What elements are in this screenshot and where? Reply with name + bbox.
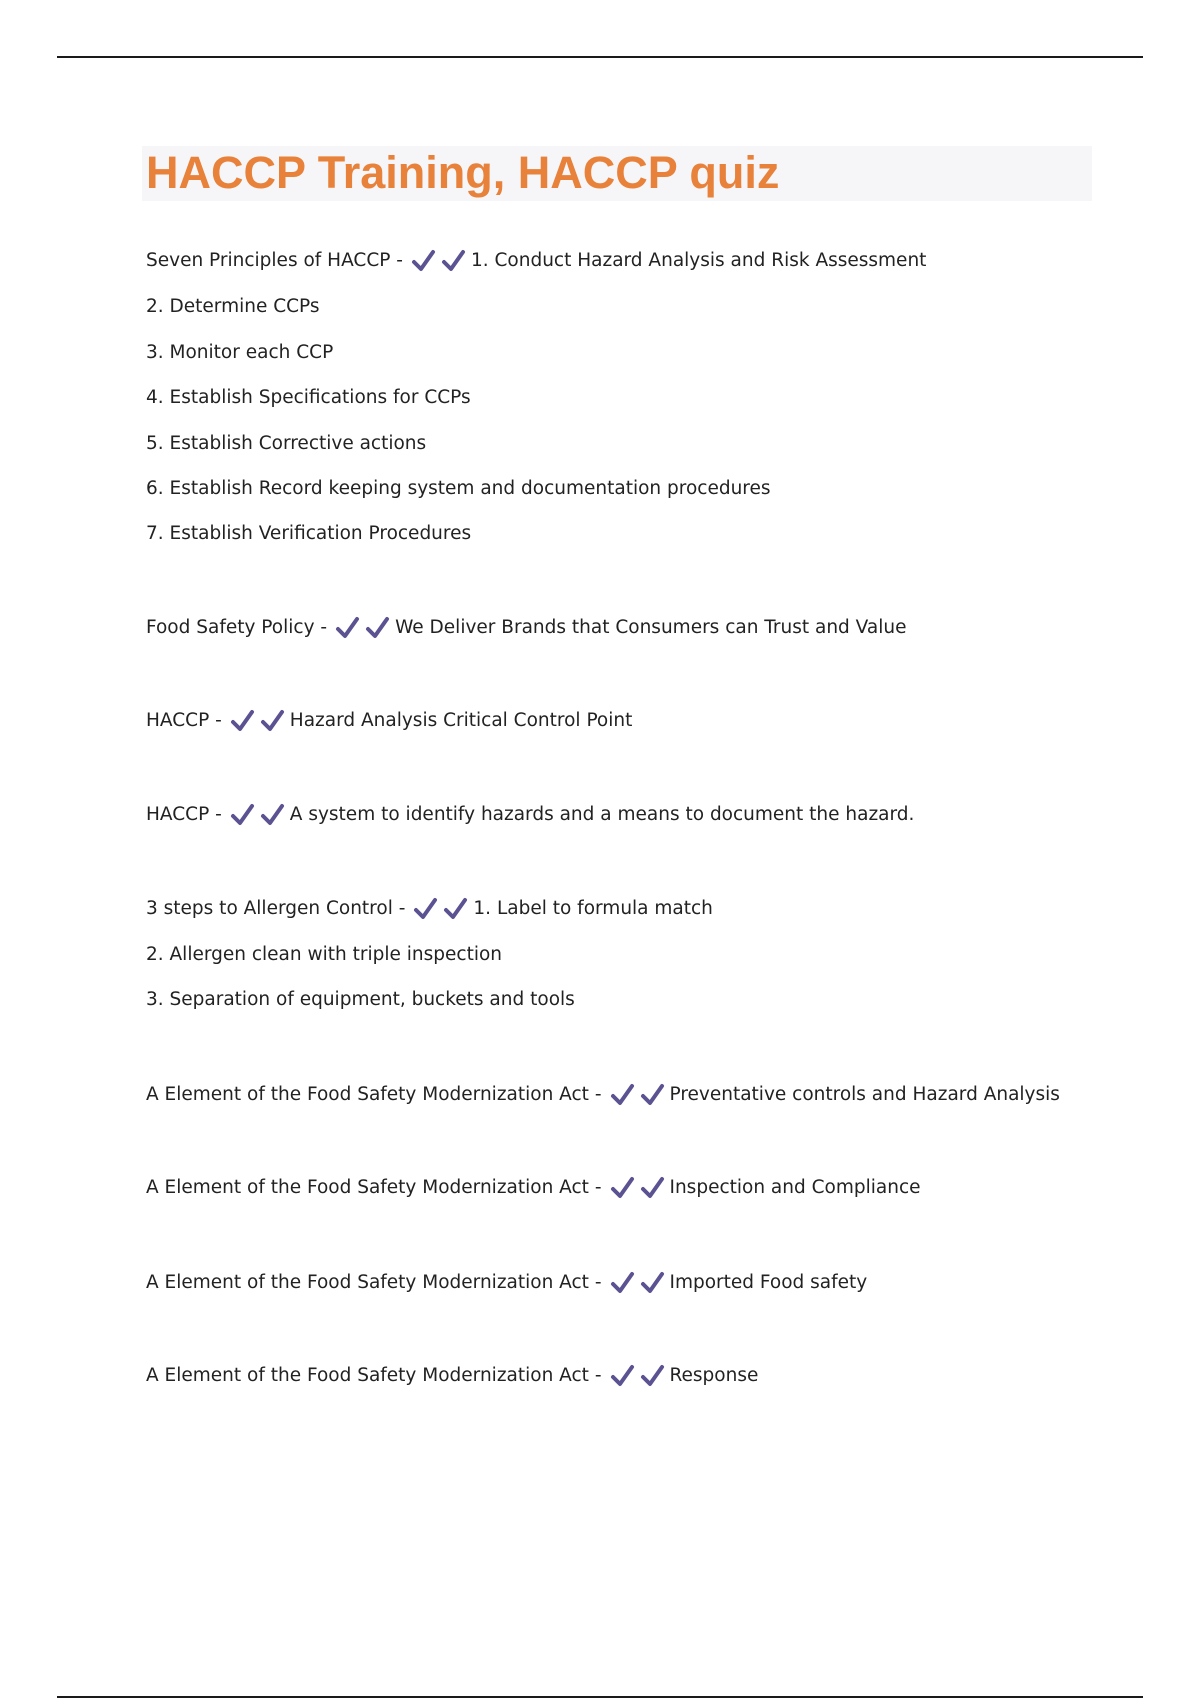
list-item-text: 7. Establish Verification Procedures xyxy=(146,523,472,544)
list-item xyxy=(146,521,471,547)
list-item xyxy=(146,340,333,366)
list-item xyxy=(146,476,771,502)
answer: Response xyxy=(669,1365,759,1386)
double-check xyxy=(411,249,466,273)
answer: 1. Conduct Hazard Analysis and Risk Assessment xyxy=(470,250,927,271)
list-item-text: 2. Determine CCPs xyxy=(146,296,320,317)
answer: 1. Label to formula match xyxy=(473,898,713,919)
qa-item-haccp-system xyxy=(146,802,914,828)
term: Food Safety Policy - xyxy=(146,617,328,638)
qa-item-allergen-control xyxy=(146,896,713,922)
check-icon xyxy=(411,249,436,273)
double-check xyxy=(230,709,285,733)
double-check xyxy=(610,1271,665,1295)
check-icon xyxy=(335,616,360,640)
list-item-text: 6. Establish Record keeping system and documentation procedures xyxy=(146,478,771,499)
term: A Element of the Food Safety Modernization Act - xyxy=(146,1177,602,1198)
list-item-text: 2. Allergen clean with triple inspection xyxy=(146,944,503,965)
term: Seven Principles of HACCP - xyxy=(146,250,403,271)
bottom-divider xyxy=(57,1696,1143,1698)
check-icon xyxy=(610,1176,635,1200)
check-icon xyxy=(230,709,255,733)
double-check xyxy=(610,1176,665,1200)
qa-item-fsma-imported xyxy=(146,1270,867,1296)
double-check xyxy=(610,1364,665,1388)
document-title: HACCP Training, HACCP quiz xyxy=(146,147,780,198)
term: A Element of the Food Safety Modernization Act - xyxy=(146,1272,602,1293)
qa-item-fsma-preventative xyxy=(146,1082,1060,1108)
answer: A system to identify hazards and a means to document the hazard. xyxy=(289,804,915,825)
list-item xyxy=(146,942,502,968)
term: HACCP - xyxy=(146,710,222,731)
check-icon xyxy=(365,616,390,640)
term: HACCP - xyxy=(146,804,222,825)
check-icon xyxy=(640,1364,665,1388)
qa-item-fsma-inspection xyxy=(146,1175,921,1201)
list-item-text: 3. Monitor each CCP xyxy=(146,342,334,363)
list-item-text: 5. Establish Corrective actions xyxy=(146,433,427,454)
answer: Hazard Analysis Critical Control Point xyxy=(289,710,633,731)
check-icon xyxy=(260,803,285,827)
double-check xyxy=(335,616,390,640)
term: A Element of the Food Safety Modernization Act - xyxy=(146,1365,602,1386)
check-icon xyxy=(640,1176,665,1200)
check-icon xyxy=(230,803,255,827)
list-item-text: 3. Separation of equipment, buckets and tools xyxy=(146,989,575,1010)
check-icon xyxy=(610,1271,635,1295)
qa-item-food-safety-policy xyxy=(146,615,906,641)
check-icon xyxy=(260,709,285,733)
top-divider xyxy=(57,56,1143,58)
list-item xyxy=(146,294,320,320)
list-item xyxy=(146,987,575,1013)
check-icon xyxy=(610,1083,635,1107)
check-icon xyxy=(640,1083,665,1107)
list-item xyxy=(146,431,426,457)
qa-item-fsma-response xyxy=(146,1363,758,1389)
check-icon xyxy=(640,1271,665,1295)
double-check xyxy=(610,1083,665,1107)
check-icon xyxy=(441,249,466,273)
list-item xyxy=(146,385,471,411)
term: 3 steps to Allergen Control - xyxy=(146,898,406,919)
answer: Inspection and Compliance xyxy=(669,1177,921,1198)
check-icon xyxy=(413,897,438,921)
double-check xyxy=(413,897,468,921)
answer: We Deliver Brands that Consumers can Trust and Value xyxy=(395,617,907,638)
double-check xyxy=(230,803,285,827)
check-icon xyxy=(610,1364,635,1388)
check-icon xyxy=(443,897,468,921)
term: A Element of the Food Safety Modernization Act - xyxy=(146,1084,602,1105)
list-item-text: 4. Establish Specifications for CCPs xyxy=(146,387,471,408)
answer: Imported Food safety xyxy=(669,1272,868,1293)
qa-item-haccp-definition xyxy=(146,708,632,734)
qa-item-seven-principles xyxy=(146,248,926,274)
answer: Preventative controls and Hazard Analysis xyxy=(669,1084,1060,1105)
